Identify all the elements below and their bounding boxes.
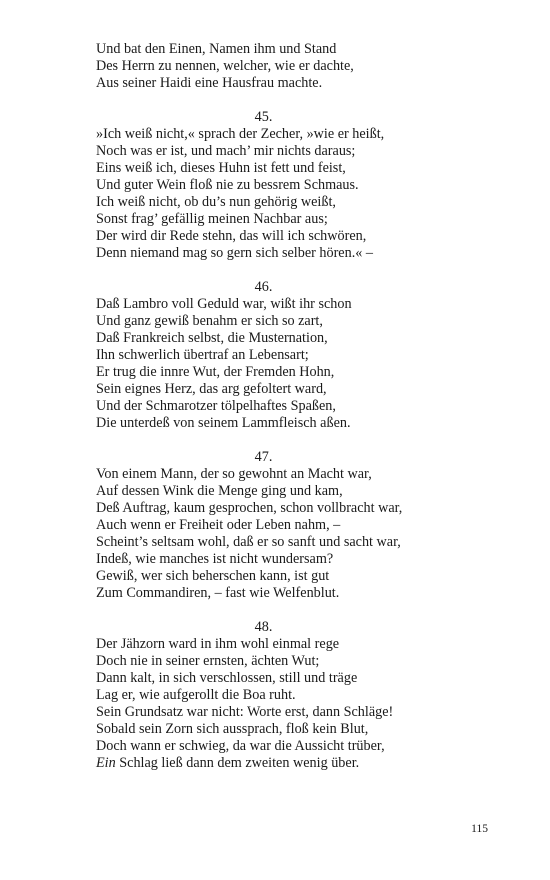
verse-line: Sein eignes Herz, das arg gefoltert ward, bbox=[96, 381, 327, 397]
verse-line: Eins weiß ich, dieses Huhn ist fett und feist, bbox=[96, 160, 346, 176]
verse-line: Sein Grundsatz war nicht: Worte erst, dann Schläge! bbox=[96, 704, 394, 720]
verse-line: Doch nie in seiner ernsten, ächten Wut; bbox=[96, 653, 320, 669]
poem-text bbox=[96, 41, 456, 772]
verse-line: Und guter Wein floß nie zu bessrem Schmaus. bbox=[96, 177, 359, 193]
verse-line: Auf dessen Wink die Menge ging und kam, bbox=[96, 483, 343, 499]
verse-line: Die unterdeß von seinem Lammfleisch aßen. bbox=[96, 415, 351, 431]
verse-line: Ihn schwerlich übertraf an Lebensart; bbox=[96, 347, 309, 363]
verse-line: Der wird dir Rede stehn, das will ich schwören, bbox=[96, 228, 367, 244]
emphasized-word: Ein bbox=[96, 755, 116, 771]
verse-line: Aus seiner Haidi eine Hausfrau machte. bbox=[96, 75, 323, 91]
verse-line: Der Jähzorn ward in ihm wohl einmal rege bbox=[96, 636, 340, 652]
verse-line: Daß Frankreich selbst, die Musternation, bbox=[96, 330, 328, 346]
verse-line: Denn niemand mag so gern sich selber hören.« – bbox=[96, 245, 373, 261]
stanza-continuation bbox=[96, 41, 456, 92]
verse-line: Auch wenn er Freiheit oder Leben nahm, – bbox=[96, 517, 341, 533]
verse-line: »Ich weiß nicht,« sprach der Zecher, »wie er heißt, bbox=[96, 126, 385, 142]
stanza-47 bbox=[96, 449, 456, 602]
verse-line: Von einem Mann, der so gewohnt an Macht war, bbox=[96, 466, 372, 482]
verse-line: Und ganz gewiß benahm er sich so zart, bbox=[96, 313, 323, 329]
verse-line: Dann kalt, in sich verschlossen, still und träge bbox=[96, 670, 358, 686]
verse-line: Und der Schmarotzer tölpelhaftes Spaßen, bbox=[96, 398, 336, 414]
verse-line: Scheint’s seltsam wohl, daß er so sanft und sacht war, bbox=[96, 534, 401, 550]
verse-line: Lag er, wie aufgerollt die Boa ruht. bbox=[96, 687, 296, 703]
verse-line: Daß Lambro voll Geduld war, wißt ihr schon bbox=[96, 296, 352, 312]
verse-line: Ich weiß nicht, ob du’s nun gehörig weißt, bbox=[96, 194, 336, 210]
stanza-45 bbox=[96, 109, 456, 262]
stanza-48 bbox=[96, 619, 456, 772]
verse-line: Gewiß, wer sich beherschen kann, ist gut bbox=[96, 568, 330, 584]
verse-line: Indeß, wie manches ist nicht wundersam? bbox=[96, 551, 334, 567]
verse-line: Und bat den Einen, Namen ihm und Stand bbox=[96, 41, 337, 57]
verse-line: Deß Auftrag, kaum gesprochen, schon vollbracht war, bbox=[96, 500, 403, 516]
verse-line: Er trug die innre Wut, der Fremden Hohn, bbox=[96, 364, 335, 380]
page-number: 115 bbox=[471, 823, 488, 835]
verse-line-last bbox=[96, 755, 456, 772]
stanza-number: 46. bbox=[254, 279, 273, 295]
verse-line-rest: Schlag ließ dann dem zweiten wenig über. bbox=[115, 755, 360, 771]
verse-line: Zum Commandiren, – fast wie Welfenblut. bbox=[96, 585, 340, 601]
stanza-number: 47. bbox=[254, 449, 273, 465]
verse-line: Sonst frag’ gefällig meinen Nachbar aus; bbox=[96, 211, 328, 227]
stanza-46 bbox=[96, 279, 456, 432]
verse-line: Noch was er ist, und mach’ mir nichts daraus; bbox=[96, 143, 356, 159]
verse-line: Des Herrn zu nennen, welcher, wie er dachte, bbox=[96, 58, 354, 74]
verse-line: Sobald sein Zorn sich aussprach, floß kein Blut, bbox=[96, 721, 369, 737]
stanza-number: 48. bbox=[254, 619, 273, 635]
stanza-number: 45. bbox=[254, 109, 273, 125]
verse-line: Doch wann er schwieg, da war die Aussicht trüber, bbox=[96, 738, 385, 754]
